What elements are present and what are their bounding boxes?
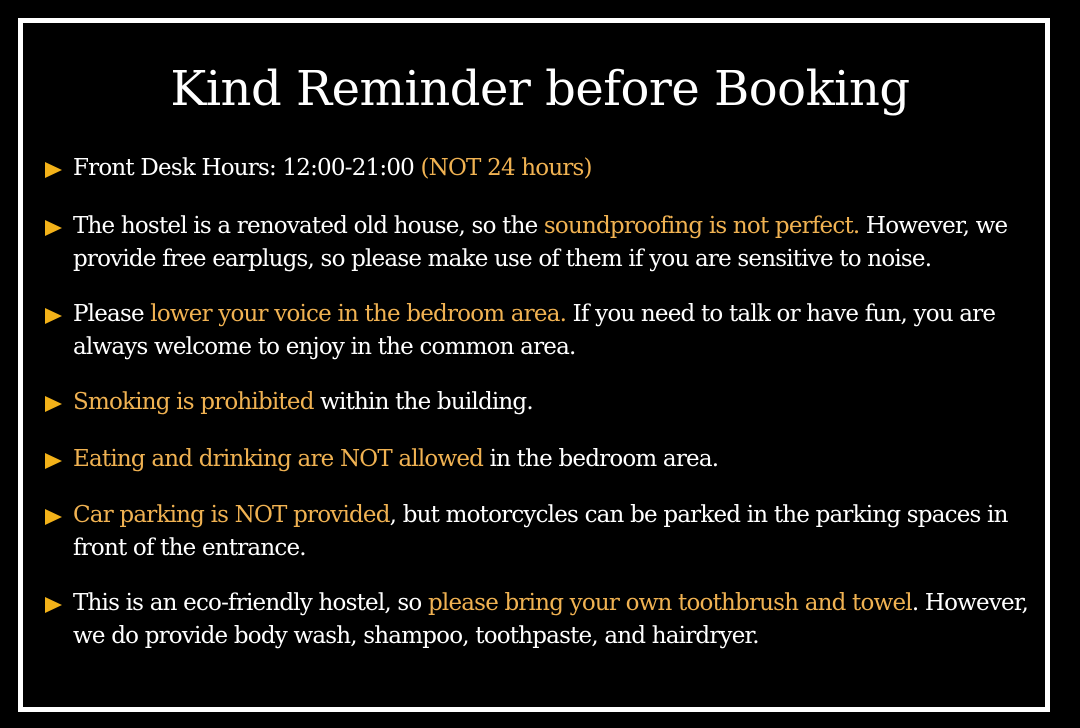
list-item-soundproofing [44, 210, 1040, 276]
page-title: Kind Reminder before Booking [170, 61, 910, 117]
item-text: The hostel is a renovated old house, so the [73, 213, 544, 239]
item-highlight: please bring your own toothbrush and towel [427, 590, 912, 616]
item-highlight: lower your voice in the bedroom area. [150, 301, 567, 327]
item-text: However, we provide free earplugs, so please make use of them if you are sensitive to noise. [73, 213, 1008, 272]
item-text: This is an eco-friendly hostel, so [73, 590, 428, 616]
triangle-right-icon [45, 308, 62, 324]
item-text: within the building. [313, 389, 533, 415]
item-text: If you need to talk or have fun, you are always welcome to enjoy in the common area. [73, 301, 996, 360]
item-highlight: Smoking is prohibited [73, 389, 314, 415]
triangle-right-icon [45, 220, 62, 236]
list-item-parking [44, 499, 1040, 565]
list-item-eco-friendly [44, 587, 1040, 653]
triangle-right-icon [45, 162, 62, 178]
triangle-right-icon [45, 453, 62, 469]
item-highlight: Car parking is NOT provided [73, 502, 390, 528]
item-text: Please [73, 301, 151, 327]
list-item-quiet-bedroom [44, 298, 1040, 364]
list-item-eating-drinking [44, 443, 1040, 476]
item-highlight: soundproofing is not perfect. [543, 213, 860, 239]
item-text: , but motorcycles can be parked in the parking spaces in front of the entrance. [73, 502, 1008, 561]
item-text: . However, we do provide body wash, shampoo, toothpaste, and hairdryer. [73, 590, 1029, 649]
item-highlight: (NOT 24 hours) [420, 155, 592, 181]
item-text: Front Desk Hours: 12:00-21:00 [73, 155, 421, 181]
item-highlight: Eating and drinking are NOT allowed [73, 446, 484, 472]
triangle-right-icon [45, 509, 62, 525]
list-item-front-desk-hours [44, 152, 1040, 185]
item-text: in the bedroom area. [483, 446, 719, 472]
triangle-right-icon [45, 396, 62, 412]
triangle-right-icon [45, 597, 62, 613]
list-item-smoking [44, 386, 1040, 419]
reminder-list [44, 152, 1040, 653]
